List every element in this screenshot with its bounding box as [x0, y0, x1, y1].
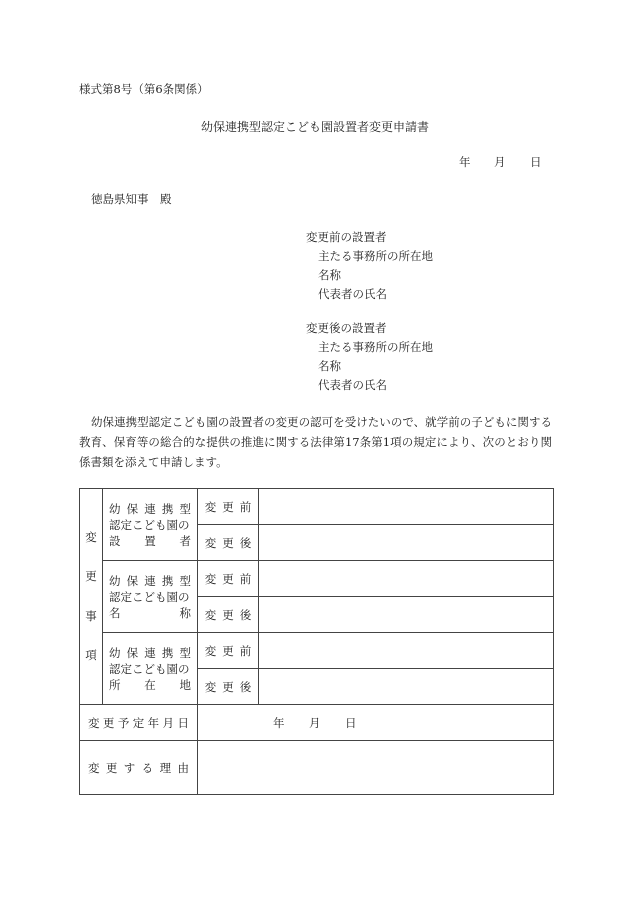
body-paragraph-text: 幼保連携型認定こども園の設置者の変更の認可を受けたいので、就学前の子どもに関する教育、保育等の総合的な提供の推進に関する法律第17条第1項の規定により、次のとおり関係書類を添えて申請します。	[79, 415, 552, 469]
change-items-char: 変	[85, 529, 97, 544]
label-char: 変	[88, 715, 100, 730]
cat-line2: 認定こども園の	[109, 589, 190, 604]
before-label: 変更前	[198, 489, 259, 525]
label-char: 月	[162, 715, 175, 730]
label-char: 年	[147, 715, 160, 730]
label-char: 予	[117, 715, 130, 730]
change-items-table	[79, 488, 554, 795]
change-items-label	[80, 489, 103, 705]
cat-char: 携	[161, 573, 174, 588]
location-before-field[interactable]	[259, 633, 554, 669]
location-after-field[interactable]	[259, 669, 554, 705]
category-establisher	[103, 489, 198, 561]
label-char: 更	[102, 715, 115, 730]
after-label: 変更後	[198, 525, 259, 561]
before-label: 変更前	[198, 633, 259, 669]
label-char: 由	[177, 760, 189, 775]
body-paragraph	[79, 412, 552, 472]
cat-char: 所	[109, 677, 121, 692]
scheduled-month-label: 月	[309, 715, 321, 730]
before-label: 変更前	[198, 561, 259, 597]
cat-char: 地	[179, 677, 191, 692]
change-items-char: 事	[85, 608, 97, 623]
date-year-label: 年	[459, 155, 471, 169]
reason-field[interactable]	[198, 741, 554, 795]
name-after-field[interactable]	[259, 597, 554, 633]
addressee: 徳島県知事 殿	[91, 192, 172, 206]
before-heading: 変更前の設置者	[306, 230, 387, 244]
before-address-label: 主たる事務所の所在地	[318, 249, 433, 263]
label-char: 定	[132, 715, 145, 730]
date-month-label: 月	[494, 155, 506, 169]
cat-char: 連	[144, 573, 156, 588]
cat-char: 保	[126, 501, 139, 516]
date-day-label: 日	[530, 155, 542, 169]
reason-label-cell	[80, 741, 198, 795]
cat-char: 連	[144, 501, 156, 516]
after-representative-label: 代表者の氏名	[318, 378, 387, 392]
cat-char: 型	[179, 645, 191, 660]
cat-char: 幼	[109, 645, 121, 660]
establisher-before-field[interactable]	[259, 489, 554, 525]
after-address-label: 主たる事務所の所在地	[318, 340, 433, 354]
after-label: 変更後	[198, 597, 259, 633]
cat-char: 者	[179, 533, 191, 548]
name-before-field[interactable]	[259, 561, 554, 597]
cat-char: 型	[179, 501, 191, 516]
before-representative-label: 代表者の氏名	[318, 287, 387, 301]
after-label: 変更後	[198, 669, 259, 705]
cat-char: 在	[144, 677, 156, 692]
label-char: 理	[159, 760, 172, 775]
category-name	[103, 561, 198, 633]
cat-char: 名	[109, 605, 121, 620]
cat-char: 設	[109, 533, 121, 548]
cat-char: 置	[144, 533, 156, 548]
cat-char: 保	[126, 573, 139, 588]
cat-char: 保	[126, 645, 139, 660]
before-name-label: 名称	[318, 268, 341, 282]
cat-char: 連	[144, 645, 156, 660]
after-heading: 変更後の設置者	[306, 321, 387, 335]
cat-char: 携	[161, 501, 174, 516]
scheduled-year-label: 年	[273, 715, 285, 730]
label-char: す	[123, 760, 136, 775]
cat-line2: 認定こども園の	[109, 517, 190, 532]
cat-line2: 認定こども園の	[109, 661, 190, 676]
change-items-char: 更	[85, 569, 97, 583]
cat-char: 幼	[109, 501, 121, 516]
scheduled-day-label: 日	[345, 715, 357, 730]
cat-char: 称	[179, 605, 191, 620]
label-char: 日	[177, 715, 189, 730]
label-char: 更	[105, 760, 118, 775]
establisher-after-field[interactable]	[259, 525, 554, 561]
after-name-label: 名称	[318, 359, 341, 373]
document-title: 幼保連携型認定こども園設置者変更申請書	[200, 120, 429, 134]
label-char: 変	[88, 760, 100, 775]
label-char: る	[141, 760, 154, 775]
category-location	[103, 633, 198, 705]
cat-char: 型	[179, 573, 191, 588]
cat-char: 幼	[109, 573, 121, 588]
cat-char: 携	[161, 645, 174, 660]
form-number: 様式第8号（第6条関係）	[79, 82, 209, 96]
change-items-char: 項	[85, 648, 97, 662]
scheduled-date-field[interactable]	[198, 705, 554, 741]
scheduled-date-label-cell	[80, 705, 198, 741]
